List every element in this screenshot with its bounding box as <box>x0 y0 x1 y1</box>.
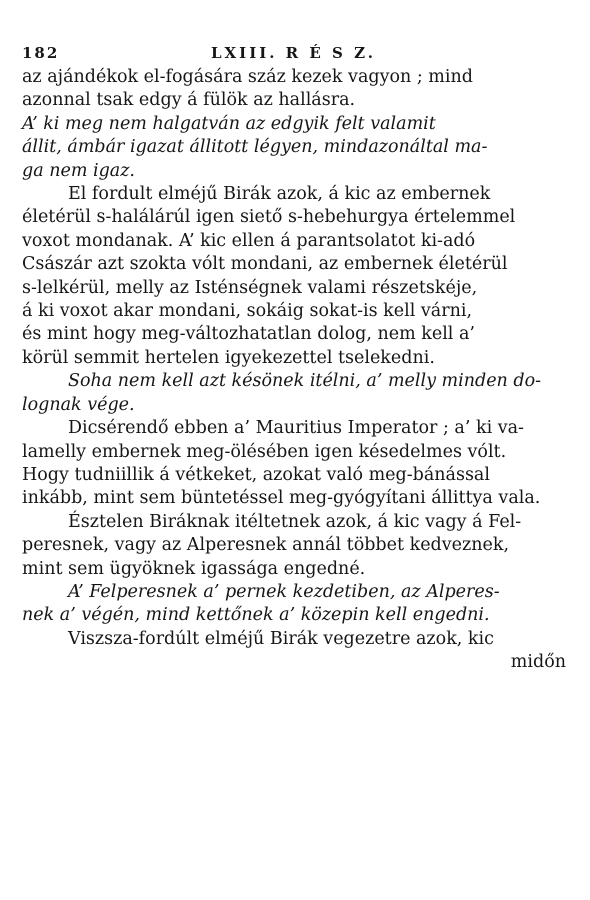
text-line: körül semmit hertelen igyekezettel tselekedni. <box>22 347 435 368</box>
text-line: és mint hogy meg-változhatatlan dolog, nem kell a’ <box>22 324 475 345</box>
text-line: midőn <box>510 652 566 673</box>
page-text <box>22 66 566 675</box>
text-line: állit, ámbár igazat állitott légyen, mindazonáltal ma- <box>22 137 488 158</box>
text-line: nek a’ végén, mind kettőnek a’ közepin kell engedni. <box>22 605 490 626</box>
body-paragraph <box>22 417 566 511</box>
text-line: lognak vége. <box>22 394 135 415</box>
text-line: ga nem igaz. <box>22 160 135 181</box>
text-line: az ajándékok el-fogására száz kezek vagyon ; mind <box>22 67 473 87</box>
text-line: voxot mondanak. A’ kic ellen á parantsolatot ki-adó <box>22 230 476 251</box>
text-line: lamelly embernek meg-ölésében igen késedelmes vólt. <box>22 441 507 462</box>
maxim-paragraph <box>22 581 566 628</box>
text-line: inkább, mint sem büntetéssel meg-gyógyítani állittya vala. <box>22 488 541 509</box>
page-header <box>22 44 566 62</box>
text-line: s-lelkérül, melly az Isténségnek valami részetskéje, <box>22 277 478 298</box>
body-paragraph <box>22 183 566 370</box>
text-line: El fordult elméjű Birák azok, á kic az embernek <box>68 184 491 205</box>
body-paragraph <box>22 628 566 651</box>
text-line: A’ Felperesnek a’ pernek kezdetiben, az Alperes- <box>68 581 500 602</box>
body-paragraph <box>22 511 566 581</box>
text-line: Soha nem kell azt késönek itélni, a’ melly minden do- <box>68 371 542 392</box>
text-line: á ki voxot akar mondani, sokáig sokat-is kell várni, <box>22 301 473 322</box>
text-line: A’ ki meg nem halgatván az edgyik felt valamit <box>22 113 436 134</box>
body-paragraph <box>22 66 566 113</box>
text-line: Észtelen Biráknak itéltetnek azok, á kic vagy á Fel- <box>68 511 522 532</box>
running-title: LXIII. R É S Z. <box>211 44 376 62</box>
maxim-paragraph <box>22 113 566 183</box>
text-line: Dicsérendő ebben a’ Mauritius Imperator ; a’ ki va- <box>68 418 524 439</box>
page-number: 182 <box>22 44 60 62</box>
catchword <box>22 651 566 674</box>
text-line: peresnek, vagy az Alperesnek annál többet kedveznek, <box>22 535 510 556</box>
text-line: mint sem ügyöknek igassága engedné. <box>22 558 366 579</box>
text-line: életérül s-halálárúl igen siető s-hebehurgya értelemmel <box>22 207 516 228</box>
text-line: azonnal tsak edgy á fülök az hallásra. <box>22 90 356 111</box>
text-line: Hogy tudniillik á vétkeket, azokat való meg-bánással <box>22 464 490 485</box>
text-line: Viszsza-fordúlt elméjű Birák vegezetre azok, kic <box>68 628 494 649</box>
text-line: Császár azt szokta vólt mondani, az embernek életérül <box>22 254 508 275</box>
maxim-paragraph <box>22 370 566 417</box>
